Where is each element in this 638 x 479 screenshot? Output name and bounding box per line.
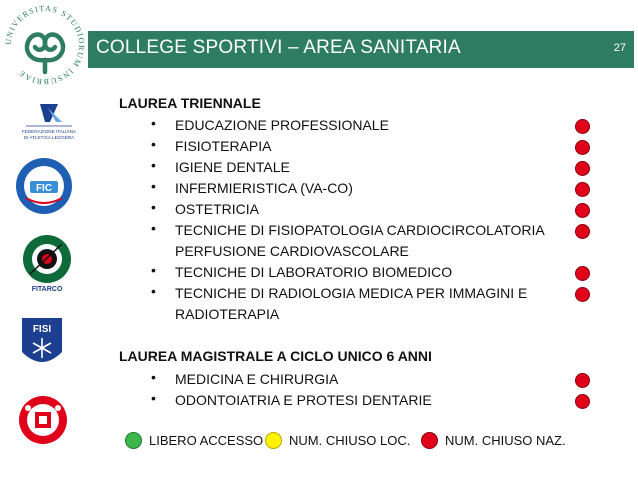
status-dot-ostetricia bbox=[575, 203, 590, 218]
status-dot-laboratorio bbox=[575, 266, 590, 281]
page-title: COLLEGE SPORTIVI – AREA SANITARIA bbox=[96, 37, 461, 58]
bullet-icon: • bbox=[151, 157, 156, 173]
bullet-icon: • bbox=[151, 115, 156, 131]
fitarco-logo bbox=[18, 232, 76, 294]
bullet-icon: • bbox=[151, 262, 156, 278]
status-dot-infermieristica bbox=[575, 182, 590, 197]
legend-swatch-libero bbox=[125, 432, 142, 449]
legend-swatch-chiuso-naz bbox=[421, 432, 438, 449]
fisi-logo bbox=[18, 314, 66, 372]
bullet-icon: • bbox=[151, 178, 156, 194]
svg-text:FEDERAZIONE ITALIANA: FEDERAZIONE ITALIANA bbox=[21, 129, 77, 134]
legend-label-libero: LIBERO ACCESSO bbox=[149, 433, 264, 448]
status-dot-medicina bbox=[575, 373, 590, 388]
svg-text:DI ATLETICA LEGGERA: DI ATLETICA LEGGERA bbox=[23, 135, 75, 140]
university-logo-ring-text: UNIVERSITAS STUDIORUM INSUBRIAE bbox=[3, 3, 87, 87]
svg-text:FIC: FIC bbox=[35, 183, 53, 194]
bullet-icon: • bbox=[151, 220, 156, 236]
status-dot-radiologia bbox=[575, 287, 590, 302]
status-dot-odontoiatria bbox=[575, 394, 590, 409]
svg-text:FITARCO: FITARCO bbox=[31, 286, 63, 293]
svg-text:FISI: FISI bbox=[32, 324, 52, 335]
status-dot-fisiopatologia bbox=[575, 224, 590, 239]
section-title-triennale: LAUREA TRIENNALE bbox=[119, 95, 261, 111]
legend-swatch-chiuso-loc bbox=[265, 432, 282, 449]
status-dot-educazione-professionale bbox=[575, 119, 590, 134]
fidal-logo bbox=[18, 100, 80, 146]
legend-label-chiuso-loc: NUM. CHIUSO LOC. bbox=[289, 433, 411, 448]
legend-label-chiuso-naz: NUM. CHIUSO NAZ. bbox=[445, 433, 566, 448]
status-dot-fisioterapia bbox=[575, 140, 590, 155]
section-title-magistrale: LAUREA MAGISTRALE A CICLO UNICO 6 ANNI bbox=[119, 348, 432, 364]
bullet-icon: • bbox=[151, 390, 156, 406]
bullet-icon: • bbox=[151, 199, 156, 215]
status-dot-igiene-dentale bbox=[575, 161, 590, 176]
bullet-icon: • bbox=[151, 369, 156, 385]
header-bar bbox=[88, 31, 634, 68]
university-logo bbox=[2, 2, 88, 88]
fic-logo bbox=[14, 156, 74, 216]
bullet-icon: • bbox=[151, 136, 156, 152]
bullet-icon: • bbox=[151, 283, 156, 299]
federation-logo-red bbox=[16, 394, 70, 446]
page-number: 27 bbox=[613, 42, 626, 54]
